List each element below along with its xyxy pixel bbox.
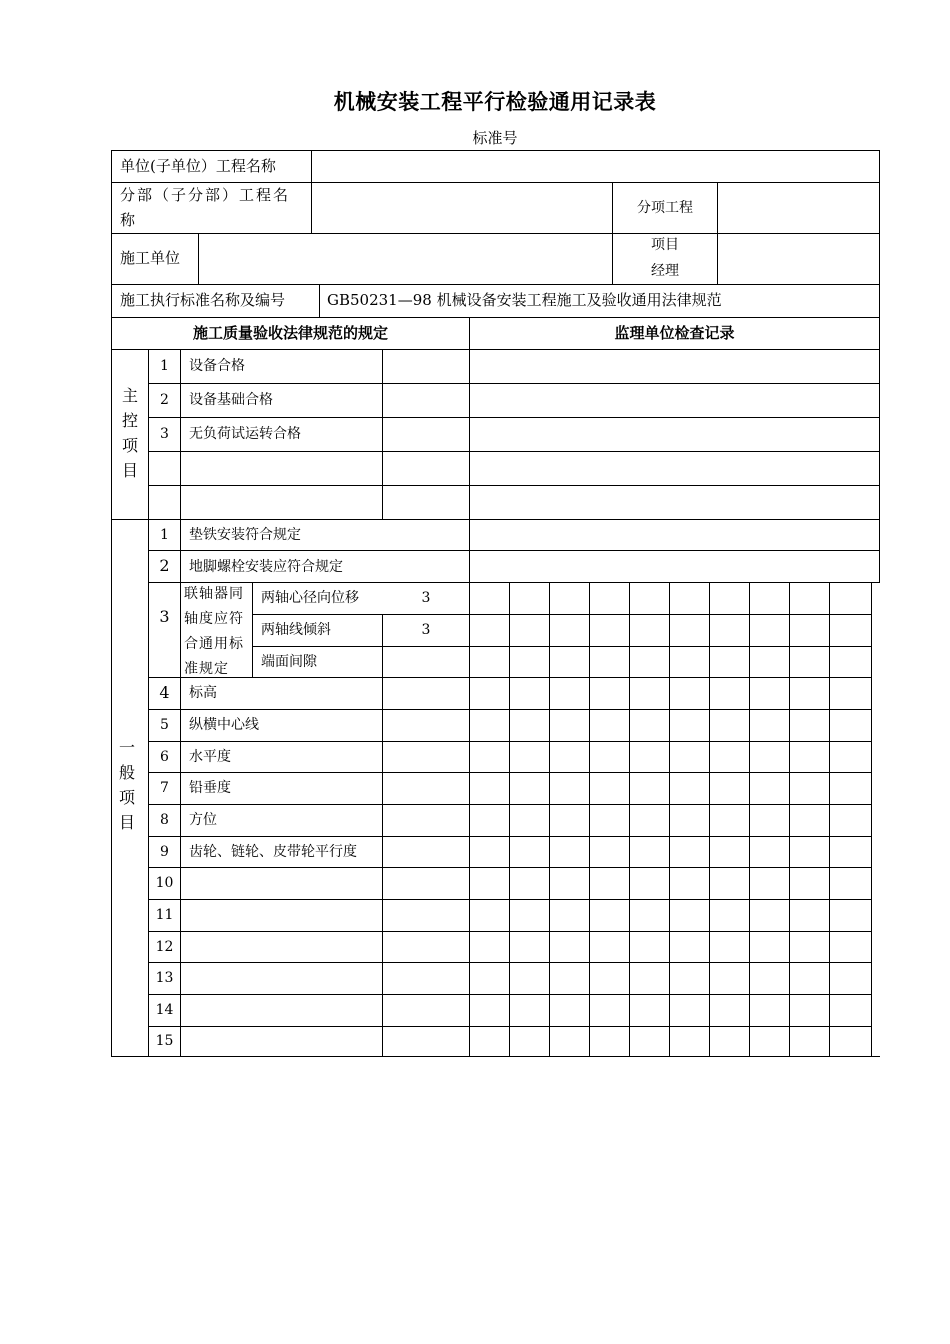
spec-column-header: 施工质量验收法律规范的规定 [192, 324, 388, 342]
general-item-text: 纵横中心线 [189, 717, 259, 733]
coupling-sub-value: 3 [421, 622, 431, 638]
general-item-text: 齿轮、链轮、皮带轮平行度 [189, 844, 357, 860]
construction-unit-label: 施工单位 [120, 249, 181, 267]
general-item-no: 14 [155, 1002, 174, 1018]
general-item-no: 12 [155, 939, 174, 955]
general-item-no: 5 [160, 717, 169, 733]
general-item-text: 水平度 [189, 749, 231, 765]
standard-number-label: 标准号 [472, 129, 518, 147]
standard-label: 施工执行标准名称及编号 [120, 291, 286, 309]
construction-unit-field[interactable] [199, 234, 611, 283]
coupling-coaxiality-label: 联轴器同轴度应符合通用标准规定 [184, 586, 244, 677]
coupling-sub-value: 3 [421, 590, 431, 606]
division-project-field[interactable] [312, 183, 611, 232]
general-item-text: 方位 [189, 812, 217, 828]
general-item-no: 13 [155, 970, 174, 986]
general-item-text: 标高 [189, 685, 217, 701]
main-item-no: 3 [160, 426, 169, 442]
general-item-text: 铅垂度 [189, 780, 231, 796]
general-record-area[interactable] [470, 520, 879, 581]
main-item-no: 2 [160, 392, 169, 408]
general-item-no: 10 [155, 875, 174, 891]
project-manager-field[interactable] [718, 234, 878, 283]
coupling-sub-text: 端面间隙 [261, 654, 317, 670]
form-title: 机械安装工程平行检验通用记录表 [333, 90, 657, 114]
general-item-no: 8 [160, 812, 169, 828]
subitem-project-field[interactable] [718, 183, 878, 232]
coupling-sub-text: 两轴线倾斜 [261, 622, 331, 638]
general-item-no: 9 [160, 844, 169, 860]
general-item-no: 6 [160, 749, 169, 765]
measurement-grid[interactable] [470, 583, 870, 1055]
record-column-header: 监理单位检查记录 [614, 324, 735, 342]
main-item-text: 设备合格 [189, 358, 245, 374]
general-item-no: 2 [159, 556, 170, 575]
general-item-text: 地脚螺栓安装应符合规定 [189, 559, 343, 575]
unit-project-field[interactable] [312, 151, 878, 181]
project-manager-label: 项目 [651, 237, 679, 253]
main-item-text: 设备基础合格 [189, 392, 273, 408]
general-items-label: 一般项目 [118, 738, 135, 832]
main-control-label: 主控项目 [121, 386, 138, 480]
division-project-label: 分部（子分部）工程名称 [120, 186, 291, 229]
unit-project-label: 单位(子单位）工程名称 [120, 157, 276, 175]
general-item-no: 4 [159, 683, 170, 702]
main-item-text: 无负荷试运转合格 [189, 426, 301, 442]
general-item-no: 3 [159, 607, 170, 626]
coupling-sub-text: 两轴心径向位移 [261, 590, 359, 606]
project-manager-label-2: 经理 [651, 263, 679, 279]
general-item-no: 1 [160, 527, 169, 543]
subitem-project-label: 分项工程 [637, 200, 693, 216]
general-item-text: 垫铁安装符合规定 [189, 527, 301, 543]
standard-value: GB50231—98 机械设备安装工程施工及验收通用法律规范 [327, 291, 722, 309]
main-control-record-area[interactable] [470, 350, 879, 518]
general-item-no: 15 [155, 1033, 174, 1049]
main-item-no: 1 [160, 358, 169, 374]
general-item-no: 7 [160, 780, 169, 796]
general-item-no: 11 [155, 907, 174, 923]
